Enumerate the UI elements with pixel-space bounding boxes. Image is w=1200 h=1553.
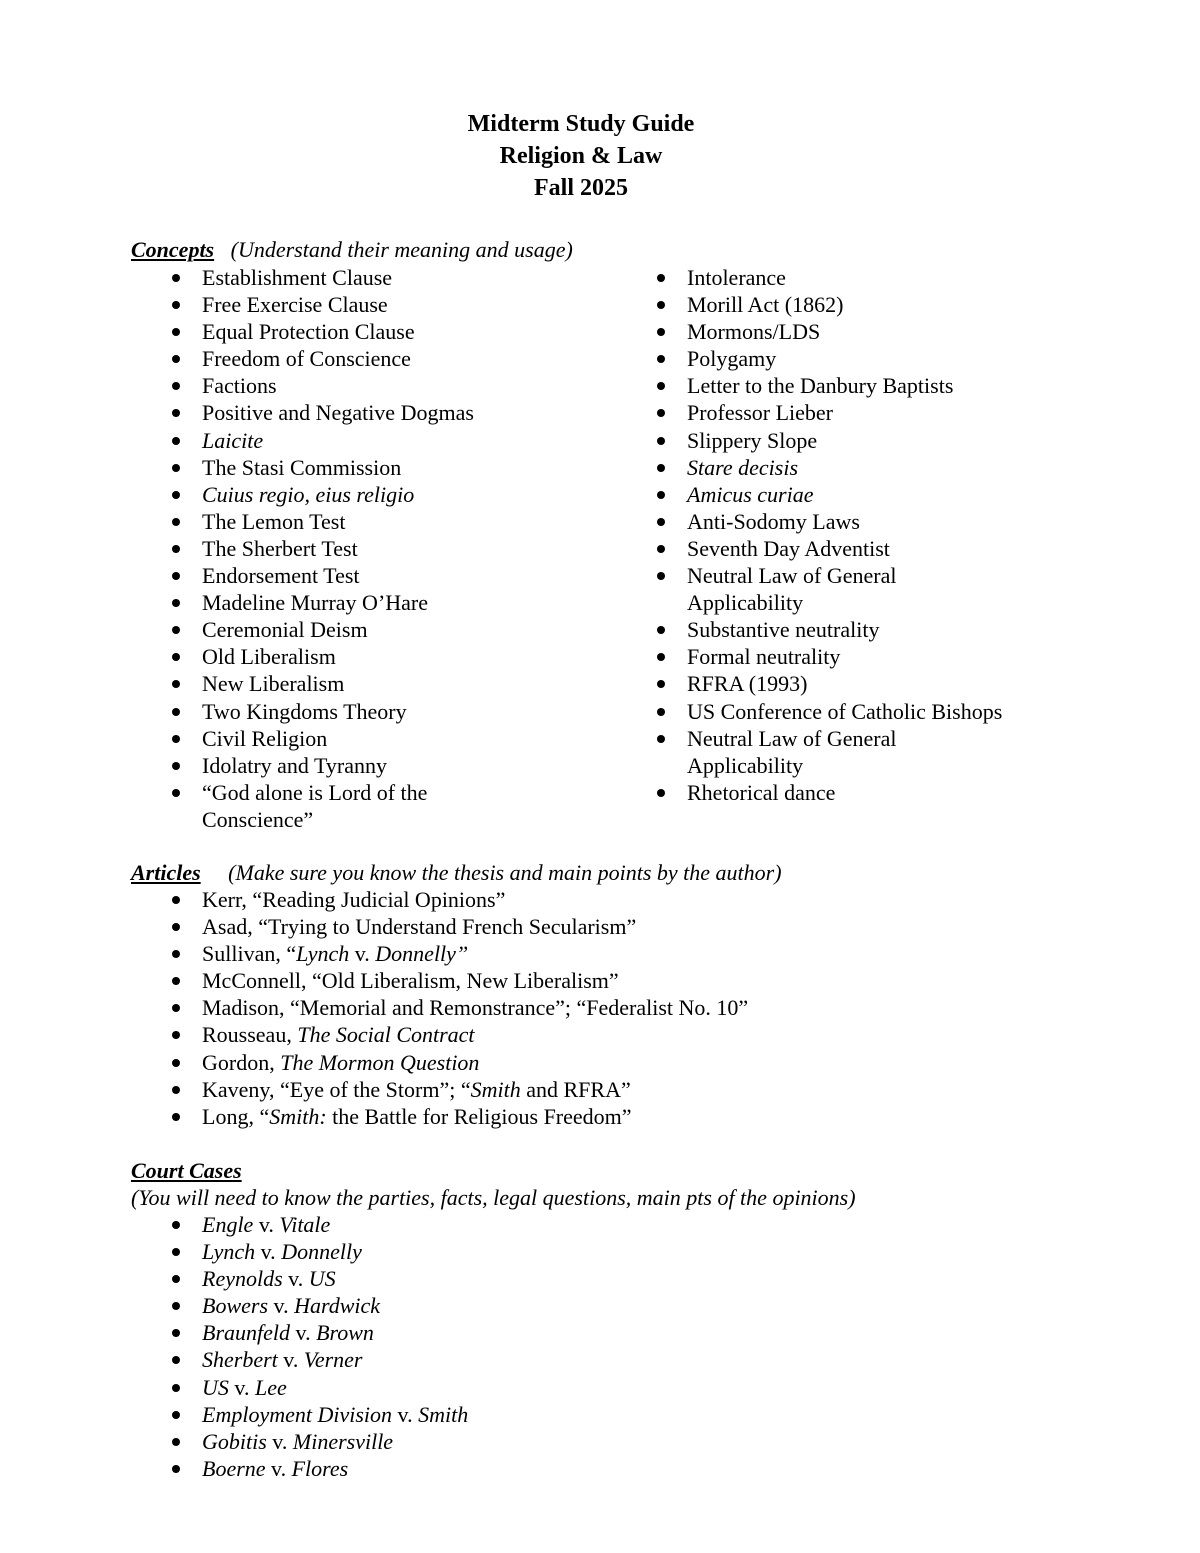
item-text-part: v.: [228, 1374, 255, 1400]
court-cases-note: (You will need to know the parties, facts, legal questions, main pts of the opinions): [131, 1185, 856, 1210]
bullet-icon: [172, 1438, 180, 1446]
list-item: [202, 725, 474, 752]
concept-text: Civil Religion: [202, 725, 328, 751]
item-text-part: Kaveny, “Eye of the Storm”; “: [202, 1076, 471, 1102]
item-text-part: Lynch: [202, 1239, 256, 1265]
item-text-part: Braunfeld: [202, 1320, 290, 1346]
item-text-part: Engle: [202, 1212, 254, 1237]
list-item: [202, 562, 474, 589]
list-item: [202, 752, 474, 779]
item-text-part: v.: [268, 1293, 295, 1319]
bullet-icon: [172, 545, 180, 553]
bullet-icon: [657, 680, 665, 688]
bullet-icon: [172, 762, 180, 770]
list-item: [202, 1265, 468, 1292]
bullet-icon: [657, 409, 665, 417]
title-line-3: Fall 2025: [534, 175, 628, 201]
item-text-part: v.: [282, 1266, 309, 1292]
bullet-icon: [172, 1275, 180, 1283]
item-text-part: Verner: [303, 1347, 363, 1373]
item-text-part: Asad, “Trying to Understand French Secularism”: [202, 914, 637, 940]
list-item: [202, 264, 474, 291]
item-text-part: v.: [277, 1347, 304, 1373]
court-cases-heading: [131, 1157, 242, 1184]
concept-text: Two Kingdoms Theory: [202, 698, 407, 724]
list-item: [202, 886, 748, 913]
item-text-part: Vitale: [279, 1212, 331, 1237]
bullet-icon: [172, 735, 180, 743]
bullet-icon: [657, 301, 665, 309]
concept-text-continued: Applicability: [687, 590, 804, 616]
item-text-part: The Mormon Question: [280, 1049, 480, 1075]
list-item: [202, 967, 748, 994]
concept-text: Endorsement Test: [202, 563, 360, 589]
bullet-icon: [172, 1221, 180, 1229]
list-item: [202, 1103, 748, 1130]
concept-text: Intolerance: [687, 265, 786, 290]
bullet-icon: [657, 518, 665, 526]
concept-text-continued: Conscience”: [202, 806, 314, 832]
concept-text: US Conference of Catholic Bishops: [687, 698, 1003, 724]
bullet-icon: [172, 599, 180, 607]
concept-text: RFRA (1993): [687, 671, 808, 697]
list-item: [202, 508, 474, 535]
item-text-part: Kerr, “Reading Judicial Opinions”: [202, 887, 506, 912]
document-title: [0, 108, 1162, 204]
bullet-icon: [172, 464, 180, 472]
title-line-2: Religion & Law: [499, 143, 663, 169]
bullet-icon: [172, 491, 180, 499]
concept-text: Amicus curiae: [687, 481, 814, 507]
bullet-icon: [657, 328, 665, 336]
concept-text: Seventh Day Adventist: [687, 535, 890, 561]
bullet-icon: [172, 1031, 180, 1039]
item-text-part: Smith: [418, 1401, 469, 1427]
item-text-part: v.: [266, 1428, 293, 1454]
bullet-icon: [172, 1004, 180, 1012]
concept-text: Anti-Sodomy Laws: [687, 508, 860, 534]
item-text-part: Gordon,: [202, 1049, 281, 1075]
list-item: [202, 913, 748, 940]
bullet-icon: [172, 572, 180, 580]
bullet-icon: [172, 437, 180, 445]
item-text-part: Gobitis: [202, 1428, 267, 1454]
bullet-icon: [172, 789, 180, 797]
concepts-note: (Understand their meaning and usage): [230, 237, 573, 262]
item-text-part: Sullivan, “: [202, 941, 297, 967]
bullet-icon: [657, 735, 665, 743]
bullet-icon: [172, 301, 180, 309]
concept-text: Positive and Negative Dogmas: [202, 400, 474, 426]
list-item: [687, 399, 1002, 426]
list-item: [202, 1346, 468, 1373]
list-item: [202, 1076, 748, 1103]
list-item: [202, 535, 474, 562]
bullet-icon: [657, 572, 665, 580]
item-text-part: and RFRA”: [520, 1076, 631, 1102]
item-text-part: Reynolds: [202, 1266, 283, 1292]
concept-text: Neutral Law of General: [687, 563, 897, 589]
concept-text: Free Exercise Clause: [202, 292, 388, 318]
concepts-heading: [131, 236, 573, 263]
concept-text: Neutral Law of General: [687, 725, 897, 751]
list-item: [687, 670, 1002, 697]
item-text-part: US: [202, 1374, 229, 1400]
bullet-icon: [657, 382, 665, 390]
bullet-icon: [172, 680, 180, 688]
item-text-part: Sherbert: [202, 1347, 278, 1373]
item-text-part: Employment Division: [202, 1401, 393, 1427]
concept-text: Old Liberalism: [202, 644, 336, 670]
articles-label: Articles: [131, 860, 201, 885]
list-item: [202, 670, 474, 697]
concept-text: Formal neutrality: [687, 644, 841, 670]
list-item: [202, 698, 474, 725]
bullet-icon: [657, 708, 665, 716]
list-item: [202, 1428, 468, 1455]
list-item: [687, 372, 1002, 399]
concept-text: Equal Protection Clause: [202, 319, 415, 345]
bullet-icon: [172, 328, 180, 336]
list-item: [687, 643, 1002, 670]
bullet-icon: [172, 409, 180, 417]
list-item: [202, 1401, 468, 1428]
concepts-list-left: [202, 264, 474, 833]
list-item: [202, 481, 474, 508]
concept-text: Letter to the Danbury Baptists: [687, 373, 954, 399]
list-item: [202, 1292, 468, 1319]
item-text-part: the Battle for Religious Freedom”: [326, 1103, 632, 1129]
bullet-icon: [172, 518, 180, 526]
list-item: [687, 291, 1002, 318]
list-item: [202, 1049, 748, 1076]
list-item: [202, 994, 748, 1021]
list-item: [687, 427, 1002, 454]
bullet-icon: [657, 464, 665, 472]
bullet-icon: [657, 437, 665, 445]
bullet-icon: [172, 626, 180, 634]
concept-text: Freedom of Conscience: [202, 346, 411, 372]
concept-text: New Liberalism: [202, 671, 345, 697]
list-item: [687, 779, 1002, 806]
bullet-icon: [657, 626, 665, 634]
list-item: [202, 427, 474, 454]
item-text-part: The Social Contract: [297, 1022, 475, 1048]
list-item: [202, 589, 474, 616]
list-item: [202, 345, 474, 372]
bullet-icon: [172, 1113, 180, 1121]
list-item: [202, 291, 474, 318]
item-text-part: v.: [265, 1455, 292, 1481]
item-text-part: Smith: [470, 1076, 521, 1102]
list-item: [202, 1211, 468, 1238]
bullet-icon: [172, 1248, 180, 1256]
list-item: [202, 1455, 468, 1482]
item-text-part: v.: [392, 1401, 419, 1427]
item-text-part: Boerne: [202, 1455, 266, 1481]
item-text-part: Minersville: [292, 1428, 394, 1454]
concept-text: The Lemon Test: [202, 508, 346, 534]
bullet-icon: [657, 653, 665, 661]
list-item: [687, 562, 1002, 616]
list-item: [687, 698, 1002, 725]
item-text-part: Lee: [254, 1374, 287, 1400]
item-text-part: v.: [253, 1212, 280, 1237]
list-item: [687, 481, 1002, 508]
bullet-icon: [172, 1411, 180, 1419]
bullet-icon: [657, 355, 665, 363]
bullet-icon: [172, 1356, 180, 1364]
concept-text: “God alone is Lord of the: [202, 779, 428, 805]
item-text-part: Donnelly: [281, 1239, 362, 1265]
item-text-part: McConnell, “Old Liberalism, New Liberalism”: [202, 968, 619, 994]
bullet-icon: [657, 789, 665, 797]
concept-text: Stare decisis: [687, 454, 798, 480]
bullet-icon: [172, 653, 180, 661]
list-item: [202, 318, 474, 345]
articles-list: [202, 886, 748, 1130]
bullet-icon: [172, 923, 180, 931]
list-item: [687, 454, 1002, 481]
item-text-part: Donnelly”: [375, 941, 469, 967]
concept-text: Madeline Murray O’Hare: [202, 590, 429, 616]
item-text-part: Bowers: [202, 1293, 268, 1319]
list-item: [687, 345, 1002, 372]
bullet-icon: [172, 1086, 180, 1094]
item-text-part: v.: [290, 1320, 317, 1346]
concept-text-continued: Applicability: [687, 752, 804, 778]
list-item: [202, 1238, 468, 1265]
list-item: [202, 454, 474, 481]
concept-text: Cuius regio, eius religio: [202, 481, 415, 507]
concept-text: The Sherbert Test: [202, 535, 358, 561]
concept-text: The Stasi Commission: [202, 454, 402, 480]
item-text-part: Rousseau,: [202, 1022, 298, 1048]
list-item: [687, 508, 1002, 535]
concept-text: Substantive neutrality: [687, 617, 880, 643]
list-item: [687, 616, 1002, 643]
bullet-icon: [172, 896, 180, 904]
concept-text: Establishment Clause: [202, 265, 393, 290]
item-text-part: Brown: [316, 1320, 374, 1346]
item-text-part: v.: [255, 1239, 282, 1265]
item-text-part: US: [308, 1266, 336, 1292]
item-text-part: Madison, “Memorial and Remonstrance”; “Federalist No. 10”: [202, 995, 749, 1021]
court-cases-note-line: [131, 1184, 856, 1211]
bullet-icon: [657, 274, 665, 282]
item-text-part: v.: [349, 941, 376, 967]
list-item: [202, 1021, 748, 1048]
list-item: [687, 725, 1002, 779]
bullet-icon: [172, 1384, 180, 1392]
bullet-icon: [657, 491, 665, 499]
concepts-list-right: [687, 264, 1002, 806]
bullet-icon: [172, 274, 180, 282]
court-cases-label: Court Cases: [131, 1158, 242, 1183]
court-cases-list: [202, 1211, 468, 1482]
concepts-label: Concepts: [131, 237, 215, 262]
concept-text: Slippery Slope: [687, 427, 818, 453]
bullet-icon: [172, 1329, 180, 1337]
item-text-part: Smith:: [269, 1103, 327, 1129]
concept-text: Rhetorical dance: [687, 779, 836, 805]
list-item: [687, 535, 1002, 562]
list-item: [687, 264, 1002, 291]
bullet-icon: [172, 382, 180, 390]
concept-text: Factions: [202, 373, 277, 399]
bullet-icon: [172, 1465, 180, 1473]
item-text-part: Lynch: [296, 941, 350, 967]
concept-text: Polygamy: [687, 346, 777, 372]
bullet-icon: [172, 1302, 180, 1310]
item-text-part: Hardwick: [294, 1293, 381, 1319]
bullet-icon: [657, 545, 665, 553]
concept-text: Idolatry and Tyranny: [202, 752, 388, 778]
concept-text: Mormons/LDS: [687, 319, 821, 345]
articles-heading: [131, 859, 782, 886]
list-item: [202, 372, 474, 399]
item-text-part: Long, “: [202, 1103, 270, 1129]
list-item: [202, 940, 748, 967]
title-line-1: Midterm Study Guide: [467, 111, 695, 137]
list-item: [202, 1319, 468, 1346]
list-item: [202, 779, 474, 833]
list-item: [202, 643, 474, 670]
concept-text: Professor Lieber: [687, 400, 834, 426]
bullet-icon: [172, 977, 180, 985]
concept-text: Morill Act (1862): [687, 292, 844, 318]
bullet-icon: [172, 355, 180, 363]
articles-note: (Make sure you know the thesis and main points by the author): [228, 860, 782, 885]
list-item: [202, 1374, 468, 1401]
list-item: [202, 399, 474, 426]
concept-text: Laicite: [202, 427, 264, 453]
bullet-icon: [172, 1059, 180, 1067]
concept-text: Ceremonial Deism: [202, 617, 368, 643]
list-item: [202, 616, 474, 643]
list-item: [687, 318, 1002, 345]
item-text-part: Flores: [291, 1455, 349, 1481]
bullet-icon: [172, 708, 180, 716]
bullet-icon: [172, 950, 180, 958]
